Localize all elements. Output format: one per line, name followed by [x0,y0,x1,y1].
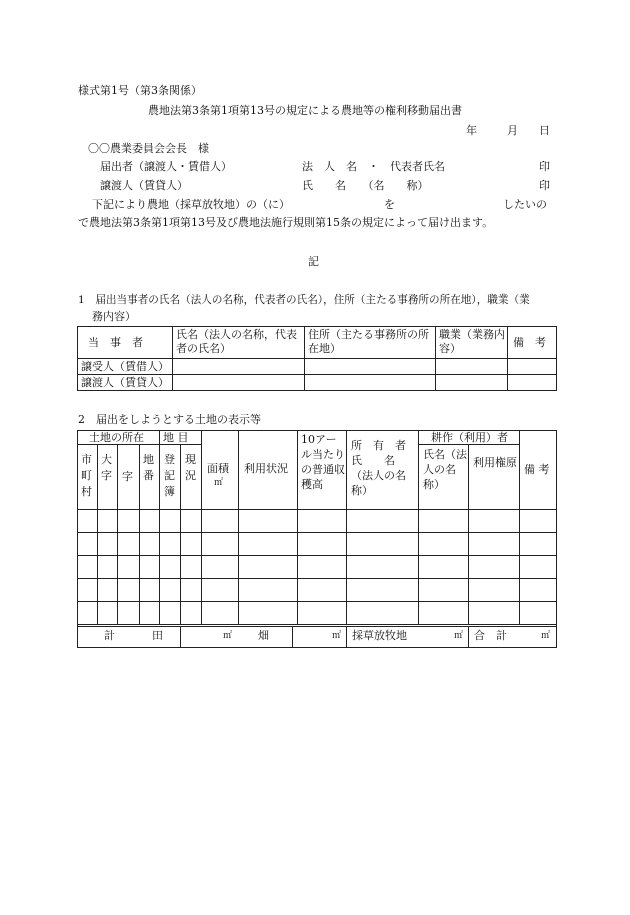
hdr-area: 面積 [207,462,229,475]
section1-heading: 1 届出当事者の氏名（法人の名称，代表者の氏名），住所（主たる事務所の所在地），職業（業 [78,294,530,306]
hdr-category: 地 目 [163,431,189,444]
total-label: 計 [104,629,115,642]
date-month: 月 [507,124,518,137]
body-line-2: で農地法第3条第1項第13号及び農地法施行規則第15条の規定によって届け出ます。 [78,216,494,229]
addressee: 〇〇農業委員会会長 様 [88,142,209,155]
hdr-aza: 字 [122,470,133,483]
col-address: 住所（主たる事務所の所在地） [308,328,429,355]
seal-mark: 印 [539,160,550,173]
seal-mark: 印 [539,179,550,192]
grand-total-label: 合 計 [474,629,507,642]
hdr-remarks: 備 考 [524,463,550,476]
body-line-1a: 下記により農地（採草放牧地）の（に） [92,198,290,211]
paddy-label: 田 [152,629,163,642]
row-transferor: 譲渡人（賃貸人） [81,376,169,389]
hdr-cultivation: 耕作（利用）者 [431,431,508,444]
paddy-unit: ㎡ [223,631,233,641]
transferor-field: 氏 名 （名 称） [302,179,429,192]
row-transferee: 譲受人（賃借人） [81,360,169,373]
upland-label: 畑 [258,629,269,642]
hdr-oaza: 大字 [101,453,112,482]
hdr-cultivator-name: 氏名（法人の名称） [423,448,467,491]
notifier-label: 届出者（譲渡人・賃借人） [100,160,232,173]
pasture-label: 採草放牧地 [352,629,407,642]
col-party: 当 事 者 [88,336,143,349]
hdr-usage-right: 利用権原 [473,456,517,469]
document-title: 農地法第3条第1項第13号の規定による農地等の権利移動届出書 [148,104,462,117]
ki-mark: 記 [308,255,319,268]
col-name: 氏名（法人の名称，代表者の氏名） [176,328,297,355]
notifier-field: 法 人 名 ・ 代表者氏名 [302,160,445,173]
hdr-registry: 登記簿 [164,453,175,498]
grand-total-unit: ㎡ [541,631,551,641]
form-number: 様式第1号（第3条関係） [78,84,202,97]
date-day: 日 [539,124,550,137]
col-occupation: 職業（業務内容） [439,328,505,355]
hdr-usage: 利用状況 [244,462,288,475]
hdr-yield: 10アール当たりの普通収穫高 [301,433,345,491]
section1-heading-cont: 務内容） [92,310,136,323]
body-line-1c: したいの [503,198,547,211]
hdr-city: 市町村 [81,453,92,498]
hdr-lot-number: 地番 [143,453,154,482]
hdr-current: 現況 [185,453,196,482]
date-year: 年 [466,124,477,137]
hdr-area-unit: ㎡ [214,478,224,488]
section2-heading: 2 届出をしようとする土地の表示等 [78,413,261,426]
hdr-location: 土地の所在 [89,431,144,444]
body-line-1b: を [384,198,395,211]
upland-unit: ㎡ [332,631,342,641]
pasture-unit: ㎡ [454,631,464,641]
hdr-owner: 所 有 者 氏 名（法人の名称） [351,439,417,497]
col-remarks: 備 考 [513,336,546,349]
transferor-label: 譲渡人（賃貸人） [100,179,188,192]
